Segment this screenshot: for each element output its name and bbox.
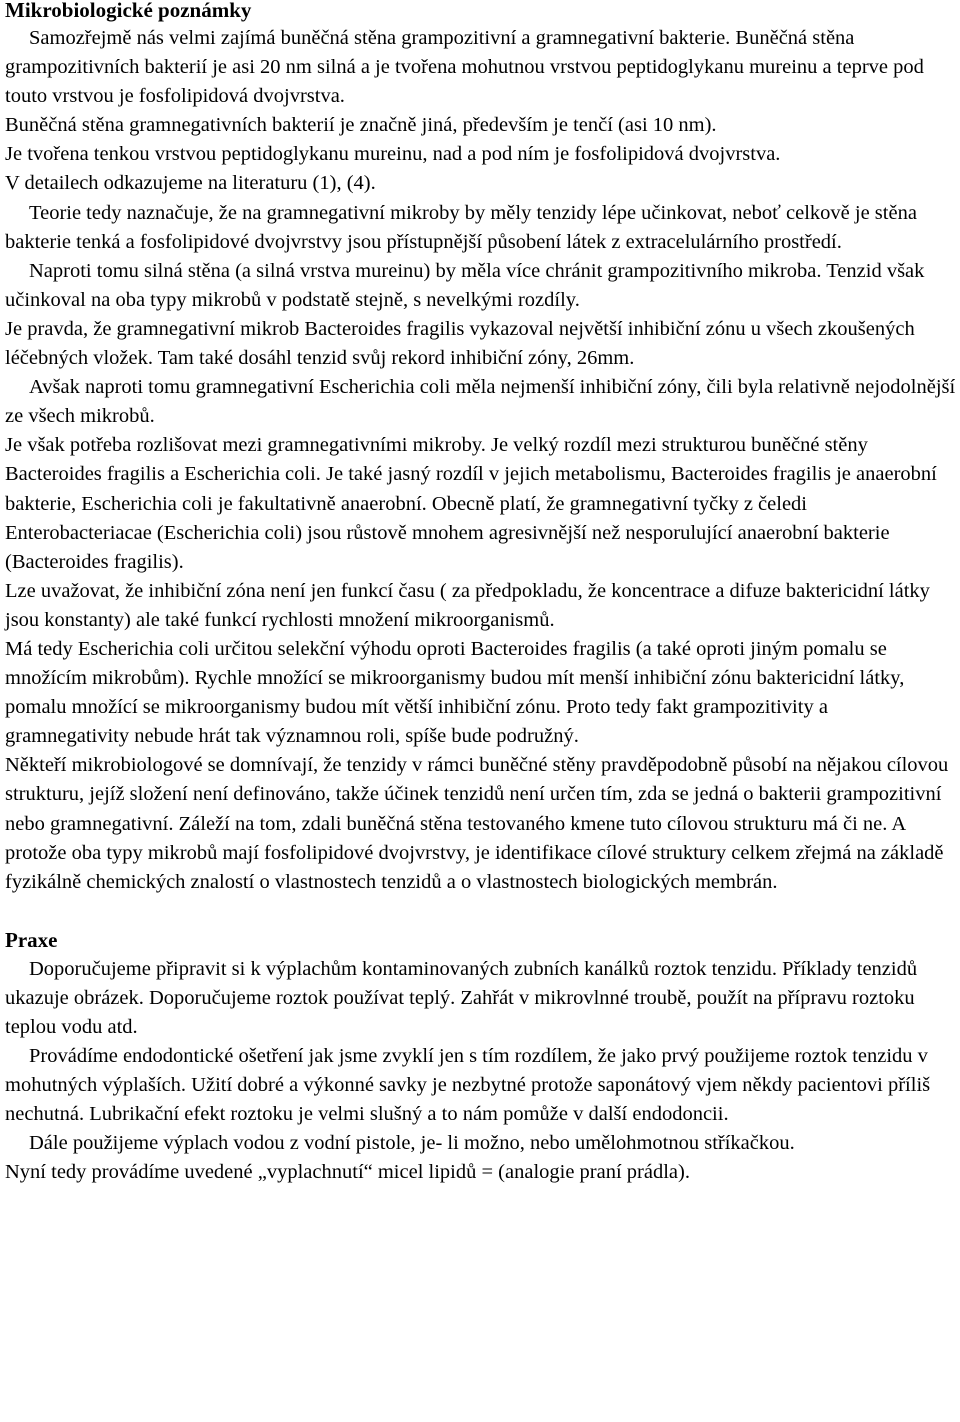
paragraph: Naproti tomu silná stěna (a silná vrstva mureinu) by měla více chránit grampozitivního mikroba. Tenzid však učinkoval na oba typy mikrobů v podstatě stejně, s nevelkými rozdíly. (5, 259, 925, 311)
section-practice (5, 925, 956, 1188)
section-heading: Praxe (5, 927, 58, 952)
paragraph: Někteří mikrobiologové se domnívají, že tenzidy v rámci buněčné stěny pravděpodobně působí na nějakou cílovou strukturu, jejíž složení není definováno, takže účinek tenzidů není určen tím, zda se jedná o bakterii grampozitivní nebo gramnegativní. Záleží na tom, zdali buněčná stěna testovaného kmene tuto cílovou strukturu má či ne. A protože oba typy mikrobů mají fosfolipidové dvojvrstvy, je identifikace cílové struktury celkem zřejmá na základě fyzikálně chemických znalostí o vlastnostech tenzidů a o vlastnostech biologických membrán. (5, 754, 949, 893)
paragraph: Má tedy Escherichia coli určitou selekční výhodu oproti Bacteroides fragilis (a také oproti jiným pomalu se množícím mikrobům). Rychle množící se mikroorganismy budou mít menší inhibiční zónu baktericidní látky, pomalu množící se mikroorganismy budou mít větší inhibiční zónu. Proto tedy fakt grampozitivity a gramnegativity nebude hrát tak významnou roli, spíše bude podružný. (5, 637, 905, 748)
paragraph: Je tvořena tenkou vrstvou peptidoglykanu mureinu, nad a pod ním je fosfolipidová dvojvrstva. (5, 143, 781, 166)
section-microbiology-notes (5, 0, 956, 897)
section-spacer (5, 897, 956, 925)
paragraph: Avšak naproti tomu gramnegativní Escherichia coli měla nejmenší inhibiční zóny, čili byla relativně nejodolnější ze všech mikrobů. (5, 376, 956, 428)
paragraph: Provádíme endodontické ošetření jak jsme zvyklí jen s tím rozdílem, že jako prvý použijeme roztok tenzidu v mohutných výplaších. Užití dobré a výkonné savky je nezbytné protože saponátový vjem někdy pacientovi příliš nechutná. Lubrikační efekt roztoku je velmi slušný a to nám pomůže v další endodoncii. (5, 1045, 931, 1126)
paragraph: Buněčná stěna gramnegativních bakterií je značně jiná, především je tenčí (asi 10 nm). (5, 114, 717, 137)
paragraph: Teorie tedy naznačuje, že na gramnegativní mikroby by měly tenzidy lépe učinkovat, neboť celkově je stěna bakterie tenká a fosfolipidové dvojvrstvy jsou přístupnější působení látek z extracelulárního prostředí. (5, 201, 917, 253)
paragraph: Dále použijeme výplach vodou z vodní pistole, je- li možno, nebo umělohmotnou stříkačkou. (29, 1132, 795, 1155)
paragraph: Nyní tedy provádíme uvedené „vyplachnutí“ micel lipidů = (analogie praní prádla). (5, 1161, 690, 1184)
paragraph: Je pravda, že gramnegativní mikrob Bacteroides fragilis vykazoval největší inhibiční zónu u všech zkoušených léčebných vložek. Tam také dosáhl tenzid svůj rekord inhibiční zóny, 26mm. (5, 317, 915, 370)
paragraph: Lze uvažovat, že inhibiční zóna není jen funkcí času ( za předpokladu, že koncentrace a difuze baktericidní látky jsou konstanty) ale také funkcí rychlosti množení mikroorganismů. (5, 579, 930, 631)
paragraph: Je však potřeba rozlišovat mezi gramnegativními mikroby. Je velký rozdíl mezi strukturou buněčné stěny Bacteroides fragilis a Escherichia coli. Je také jasný rozdíl v jejich metabolismu, Bacteroides fragilis je anaerobní bakterie, Escherichia coli je fakultativně anaerobní. Obecně platí, že gramnegativní tyčky z čeledi Enterobacteriacae (Escherichia coli) jsou růstově mnohem agresivnější než nesporulující anaerobní bakterie (Bacteroides fragilis). (5, 434, 937, 573)
section-heading: Mikrobiologické poznámky (5, 0, 252, 22)
paragraph: Samozřejmě nás velmi zajímá buněčná stěna grampozitivní a gramnegativní bakterie. Buněčná stěna grampozitivních bakterií je asi 20 nm silná a je tvořena mohutnou vrstvou peptidoglykanu mureinu a teprve pod touto vrstvou je fosfolipidová dvojvrstva. (5, 27, 924, 108)
paragraph: V detailech odkazujeme na literaturu (1), (4). (5, 172, 376, 195)
paragraph: Doporučujeme připravit si k výplachům kontaminovaných zubních kanálků roztok tenzidu. Příklady tenzidů ukazuje obrázek. Doporučujeme roztok používat teplý. Zahřát v mikrovlnné troubě, použít na přípravu roztoku teplou vodu atd. (5, 957, 918, 1038)
